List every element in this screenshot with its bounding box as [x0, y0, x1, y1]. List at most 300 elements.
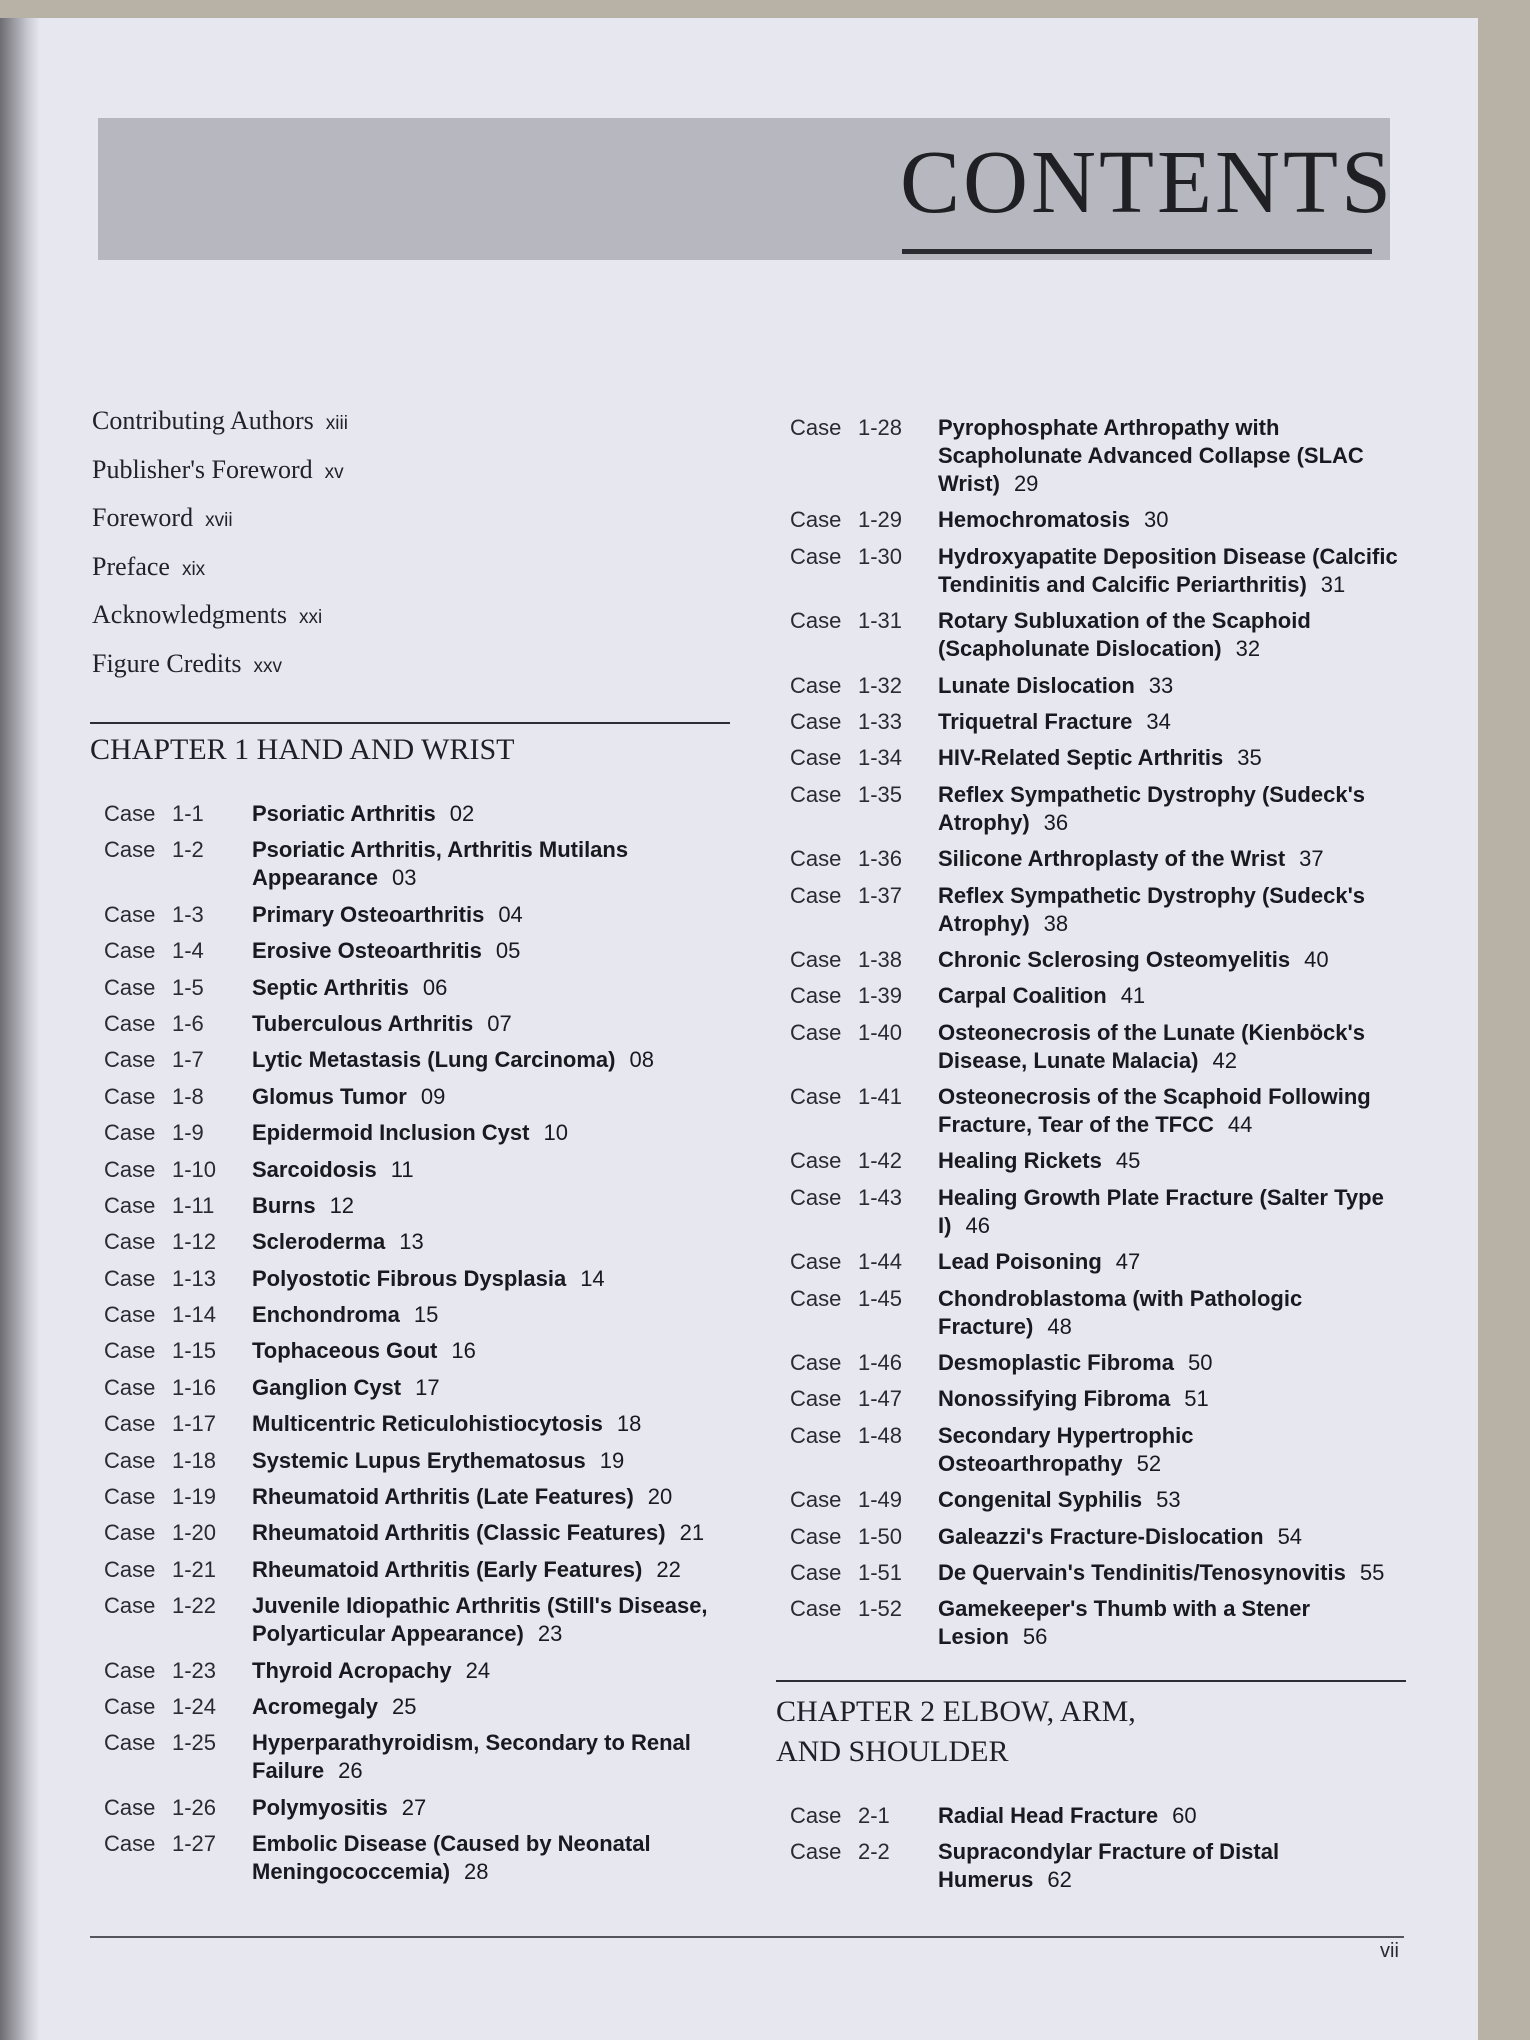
case-label: Case	[790, 1148, 842, 1174]
case-page: 29	[1013, 471, 1039, 496]
case-title-line	[938, 1184, 1410, 1240]
case-page: 52	[1136, 1450, 1162, 1476]
case-page: 55	[1359, 1559, 1385, 1585]
case-page: 26	[338, 1758, 363, 1784]
case-entry[interactable]	[104, 1483, 734, 1511]
case-title: Psoriatic Arthritis	[252, 801, 436, 826]
case-entry[interactable]	[790, 1559, 1410, 1587]
front-matter-title: Figure Credits	[92, 648, 242, 678]
case-label: Case	[790, 1386, 842, 1412]
case-entry[interactable]	[790, 845, 1410, 873]
case-page: 13	[399, 1229, 424, 1255]
case-label: Case	[104, 1484, 156, 1510]
case-label: Case	[104, 1010, 156, 1036]
case-title: Osteonecrosis of the Scaphoid Following Fracture, Tear of the TFCC	[938, 1084, 1371, 1138]
case-label: Case	[790, 983, 842, 1009]
case-entry[interactable]	[790, 672, 1410, 700]
case-page: 12	[329, 1192, 355, 1218]
case-page: 24	[465, 1657, 491, 1683]
front-matter-page: xvii	[205, 510, 233, 531]
front-matter-list	[92, 404, 692, 695]
chapter1-rule	[90, 722, 730, 724]
case-page: 40	[1304, 946, 1329, 972]
case-title-line	[938, 1285, 1410, 1341]
case-page: 27	[401, 1794, 427, 1820]
case-number: 1-4	[172, 938, 204, 964]
case-title-line	[938, 1422, 1410, 1478]
case-page: 41	[1120, 983, 1146, 1009]
case-entry[interactable]	[790, 1147, 1410, 1175]
case-label: Case	[790, 882, 842, 908]
case-title-line	[252, 1729, 734, 1785]
case-title-line	[252, 800, 734, 828]
front-matter-page: xv	[324, 461, 344, 483]
case-entry[interactable]	[790, 1523, 1410, 1551]
case-title-line	[252, 1592, 734, 1648]
case-label: Case	[790, 415, 842, 440]
case-title-line	[252, 1519, 734, 1547]
case-number: 1-32	[858, 672, 903, 698]
case-number: 1-34	[858, 745, 903, 771]
case-page: 20	[647, 1484, 673, 1510]
case-title-line	[938, 882, 1410, 938]
case-number: 1-26	[172, 1794, 217, 1820]
case-entry[interactable]	[790, 1802, 1410, 1830]
case-title: Septic Arthritis	[252, 974, 409, 1000]
case-label: Case	[104, 837, 156, 863]
case-entry[interactable]	[790, 1248, 1410, 1276]
case-title: Embolic Disease (Caused by Neonatal Meningococcemia)	[252, 1831, 651, 1885]
front-matter-page: xxi	[298, 607, 323, 628]
case-page: 50	[1187, 1350, 1213, 1376]
case-entry[interactable]	[790, 1349, 1410, 1377]
case-title: Reflex Sympathetic Dystrophy (Sudeck's Atrophy)	[938, 882, 1366, 936]
case-label: Case	[790, 781, 842, 807]
case-title-line	[938, 543, 1410, 599]
case-page: 21	[679, 1520, 705, 1546]
case-entry[interactable]	[104, 1447, 734, 1475]
front-matter-item[interactable]	[92, 550, 692, 599]
case-title: Chronic Sclerosing Osteomyelitis	[938, 946, 1291, 972]
case-title: Thyroid Acropachy	[252, 1657, 452, 1683]
case-page: 17	[415, 1374, 440, 1400]
case-label: Case	[790, 1803, 842, 1828]
case-number: 2-2	[858, 1839, 890, 1865]
case-entry[interactable]	[104, 1693, 734, 1721]
front-matter-title: Preface	[92, 551, 170, 581]
case-number: 1-9	[172, 1120, 204, 1146]
case-label: Case	[104, 1047, 156, 1073]
case-page: 30	[1143, 507, 1169, 533]
case-label: Case	[104, 1831, 156, 1857]
case-title: Supracondylar Fracture of Distal Humerus	[938, 1839, 1280, 1893]
case-entry[interactable]	[790, 1486, 1410, 1514]
front-matter-title: Publisher's Foreword	[92, 454, 313, 484]
case-title: Juvenile Idiopathic Arthritis (Still's Disease, Polyarticular Appearance)	[252, 1593, 708, 1647]
case-entry[interactable]	[104, 1592, 734, 1648]
front-matter-item[interactable]	[92, 453, 692, 502]
case-number: 1-15	[172, 1338, 217, 1364]
case-entry[interactable]	[790, 1285, 1410, 1341]
case-title: Desmoplastic Fibroma	[938, 1350, 1174, 1376]
case-entry[interactable]	[104, 1729, 734, 1785]
case-number: 1-29	[858, 507, 903, 533]
case-entry[interactable]	[104, 937, 734, 965]
case-page: 18	[616, 1411, 642, 1437]
case-title-line	[938, 414, 1410, 498]
case-title: Rheumatoid Arthritis (Early Features)	[252, 1556, 643, 1582]
case-number: 1-3	[172, 901, 204, 927]
case-page: 22	[656, 1556, 681, 1582]
case-title-line	[938, 672, 1410, 700]
case-title-line	[252, 1556, 734, 1584]
case-page: 34	[1146, 708, 1171, 734]
case-page: 60	[1172, 1803, 1197, 1828]
case-number: 1-44	[858, 1249, 903, 1275]
case-label: Case	[790, 608, 842, 634]
case-label: Case	[104, 1374, 156, 1400]
case-number: 1-48	[858, 1422, 903, 1448]
case-title: Galeazzi's Fracture-Dislocation	[938, 1523, 1264, 1549]
case-entry[interactable]	[790, 744, 1410, 772]
binding-gutter	[0, 18, 40, 2040]
case-title-line	[252, 1083, 734, 1111]
case-number: 1-47	[858, 1386, 903, 1412]
case-page: 04	[498, 901, 523, 927]
case-title: Glomus Tumor	[252, 1083, 407, 1109]
case-title: Polymyositis	[252, 1794, 388, 1820]
case-title-line	[252, 836, 734, 892]
case-page: 15	[413, 1302, 439, 1328]
case-page: 38	[1043, 910, 1069, 936]
case-title-line	[938, 946, 1410, 974]
case-label: Case	[790, 1285, 842, 1311]
case-label: Case	[790, 1523, 842, 1549]
case-number: 1-31	[858, 608, 903, 634]
case-page: 51	[1184, 1386, 1209, 1412]
case-label: Case	[790, 1487, 842, 1513]
case-label: Case	[104, 1083, 156, 1109]
case-page: 37	[1299, 846, 1324, 872]
case-page: 19	[599, 1447, 625, 1473]
case-number: 1-7	[172, 1047, 204, 1073]
case-page: 45	[1115, 1148, 1141, 1174]
case-entry[interactable]	[104, 1794, 734, 1822]
case-label: Case	[790, 1019, 842, 1045]
case-label: Case	[790, 1422, 842, 1448]
case-entry[interactable]	[790, 607, 1410, 663]
case-title: Primary Osteoarthritis	[252, 901, 485, 927]
case-number: 1-18	[172, 1447, 217, 1473]
case-number: 1-28	[858, 415, 903, 440]
case-title: Scleroderma	[252, 1229, 386, 1255]
case-title: Epidermoid Inclusion Cyst	[252, 1120, 530, 1146]
case-entry[interactable]	[104, 1156, 734, 1184]
case-title-line	[938, 744, 1410, 772]
case-page: 23	[537, 1621, 563, 1647]
case-page: 31	[1320, 571, 1346, 597]
front-matter-title: Contributing Authors	[92, 406, 314, 435]
case-number: 1-13	[172, 1265, 217, 1291]
case-number: 1-11	[172, 1192, 215, 1218]
case-entry[interactable]	[790, 1385, 1410, 1413]
case-title-line	[938, 1147, 1410, 1175]
front-matter-item[interactable]	[92, 598, 692, 647]
case-page: 35	[1237, 745, 1262, 771]
case-page: 05	[495, 938, 521, 964]
case-label: Case	[790, 708, 842, 734]
case-entry[interactable]	[790, 982, 1410, 1010]
case-number: 1-42	[858, 1148, 903, 1174]
case-number: 1-39	[858, 983, 903, 1009]
case-entry[interactable]	[104, 1265, 734, 1293]
case-entry[interactable]	[104, 1228, 734, 1256]
case-title: Congenital Syphilis	[938, 1487, 1143, 1513]
case-title-line	[252, 1010, 734, 1038]
case-entry[interactable]	[790, 946, 1410, 974]
case-page: 32	[1235, 636, 1261, 662]
case-title-line	[252, 1794, 734, 1822]
case-entry[interactable]	[104, 1830, 734, 1886]
case-title-line	[938, 708, 1410, 736]
case-entry[interactable]	[790, 1838, 1410, 1894]
case-number: 1-24	[172, 1693, 217, 1719]
front-matter-page: xix	[181, 558, 206, 580]
case-title-line	[938, 982, 1410, 1010]
case-entry[interactable]	[104, 1301, 734, 1329]
case-title-line	[252, 1693, 734, 1721]
case-page: 08	[629, 1047, 654, 1073]
chapter1-left-case-list	[104, 800, 734, 1895]
case-entry[interactable]	[790, 506, 1410, 534]
case-label: Case	[104, 1794, 156, 1820]
case-page: 46	[965, 1212, 990, 1238]
case-label: Case	[790, 672, 842, 698]
chapter2-title: CHAPTER 2 ELBOW, ARM, AND SHOULDER	[776, 1695, 1136, 1768]
case-title: Hydroxyapatite Deposition Disease (Calcific Tendinitis and Calcific Periarthritis)	[938, 543, 1398, 597]
page-number: vii	[1380, 1940, 1399, 1962]
case-page: 48	[1047, 1313, 1072, 1339]
case-entry[interactable]	[104, 1119, 734, 1147]
case-title-line	[938, 506, 1410, 534]
case-title-line	[252, 1265, 734, 1293]
case-title: Radial Head Fracture	[938, 1803, 1159, 1828]
case-entry[interactable]	[104, 800, 734, 828]
case-page: 02	[449, 801, 475, 826]
case-label: Case	[790, 1559, 842, 1585]
case-title: Erosive Osteoarthritis	[252, 938, 482, 964]
case-title-line	[938, 607, 1410, 663]
case-page: 42	[1212, 1047, 1237, 1073]
case-title: Acromegaly	[252, 1693, 378, 1719]
case-label: Case	[790, 946, 842, 972]
case-title-line	[252, 901, 734, 929]
case-title-line	[938, 1083, 1410, 1139]
case-entry[interactable]	[790, 414, 1410, 498]
chapter1-title: CHAPTER 1 HAND AND WRIST	[90, 733, 515, 766]
case-entry[interactable]	[790, 1422, 1410, 1478]
case-entry[interactable]	[790, 543, 1410, 599]
case-title: Nonossifying Fibroma	[938, 1386, 1171, 1412]
case-entry[interactable]	[104, 1010, 734, 1038]
case-title-line	[252, 1830, 734, 1886]
case-number: 1-27	[172, 1831, 217, 1857]
case-title: Secondary Hypertrophic Osteoarthropathy	[938, 1422, 1194, 1476]
case-page: 16	[451, 1338, 476, 1364]
case-title: Lead Poisoning	[938, 1249, 1102, 1275]
case-title: Osteonecrosis of the Lunate (Kienböck's Disease, Lunate Malacia)	[938, 1019, 1365, 1073]
chapter1-right-case-list	[790, 414, 1410, 1660]
case-entry[interactable]	[790, 1184, 1410, 1240]
case-entry[interactable]	[104, 974, 734, 1002]
case-number: 1-43	[858, 1184, 903, 1210]
case-page: 28	[464, 1859, 489, 1885]
case-entry[interactable]	[104, 1337, 734, 1365]
case-title-line	[938, 1802, 1410, 1830]
case-number: 1-8	[172, 1083, 204, 1109]
case-title: Hemochromatosis	[938, 507, 1130, 533]
case-title: Lytic Metastasis (Lung Carcinoma)	[252, 1047, 616, 1073]
case-label: Case	[790, 1596, 842, 1622]
title-underline	[902, 249, 1372, 254]
case-page: 36	[1043, 809, 1069, 835]
case-entry[interactable]	[104, 1192, 734, 1220]
case-title: Psoriatic Arthritis, Arthritis Mutilans Appearance	[252, 837, 629, 891]
case-page: 54	[1277, 1523, 1303, 1549]
case-title-line	[938, 1838, 1410, 1894]
case-title-line	[252, 1119, 734, 1147]
case-entry[interactable]	[104, 1657, 734, 1685]
case-title: Multicentric Reticulohistiocytosis	[252, 1411, 603, 1437]
case-title-line	[938, 781, 1410, 837]
case-page: 07	[487, 1010, 512, 1036]
case-number: 1-1	[172, 801, 204, 826]
case-number: 1-17	[172, 1411, 217, 1437]
case-entry[interactable]	[104, 1519, 734, 1547]
case-number: 2-1	[858, 1803, 890, 1828]
footer-rule	[90, 1936, 1404, 1938]
case-number: 1-49	[858, 1487, 903, 1513]
case-title-line	[938, 1248, 1410, 1276]
case-title: Chondroblastoma (with Pathologic Fracture)	[938, 1285, 1303, 1339]
case-title: Pyrophosphate Arthropathy with Scapholunate Advanced Collapse (SLAC Wrist)	[938, 415, 1364, 496]
case-entry[interactable]	[104, 1410, 734, 1438]
case-page: 47	[1115, 1249, 1141, 1275]
case-title: Ganglion Cyst	[252, 1374, 402, 1400]
case-entry[interactable]	[790, 1083, 1410, 1139]
case-number: 1-6	[172, 1010, 204, 1036]
case-label: Case	[790, 507, 842, 533]
case-entry[interactable]	[790, 781, 1410, 837]
case-label: Case	[104, 1265, 156, 1291]
case-entry[interactable]	[104, 1374, 734, 1402]
case-label: Case	[104, 1156, 156, 1182]
case-title-line	[252, 974, 734, 1002]
case-number: 1-21	[172, 1556, 217, 1582]
case-number: 1-23	[172, 1657, 217, 1683]
case-label: Case	[790, 745, 842, 771]
case-label: Case	[104, 1730, 156, 1756]
case-number: 1-46	[858, 1350, 903, 1376]
case-number: 1-10	[172, 1156, 217, 1182]
case-page: 09	[420, 1083, 446, 1109]
case-title: Systemic Lupus Erythematosus	[252, 1447, 586, 1473]
case-title-line	[252, 1374, 734, 1402]
case-entry[interactable]	[790, 1595, 1410, 1651]
case-label: Case	[104, 1192, 156, 1218]
case-page: 62	[1047, 1867, 1072, 1893]
case-entry[interactable]	[104, 1046, 734, 1074]
case-label: Case	[790, 1350, 842, 1376]
case-title-line	[252, 1192, 734, 1220]
case-page: 03	[391, 865, 417, 891]
case-label: Case	[104, 1229, 156, 1255]
case-title: Gamekeeper's Thumb with a Stener Lesion	[938, 1596, 1311, 1650]
case-entry[interactable]	[790, 882, 1410, 938]
case-title-line	[938, 1595, 1410, 1651]
case-label: Case	[104, 1520, 156, 1546]
case-title: Triquetral Fracture	[938, 708, 1133, 734]
case-page: 56	[1022, 1624, 1048, 1650]
case-title-line	[938, 845, 1410, 873]
case-title: HIV-Related Septic Arthritis	[938, 745, 1224, 771]
case-page: 44	[1227, 1112, 1253, 1138]
case-entry[interactable]	[104, 1556, 734, 1584]
front-matter-page: xiii	[325, 413, 348, 434]
case-label: Case	[790, 1084, 842, 1110]
case-label: Case	[104, 938, 156, 964]
case-number: 1-14	[172, 1302, 217, 1328]
case-title: Sarcoidosis	[252, 1156, 377, 1182]
case-title-line	[252, 1447, 734, 1475]
case-title-line	[938, 1559, 1410, 1587]
case-entry[interactable]	[104, 1083, 734, 1111]
case-entry[interactable]	[790, 1019, 1410, 1075]
case-title-line	[252, 1046, 734, 1074]
case-title-line	[252, 1228, 734, 1256]
case-title: Lunate Dislocation	[938, 672, 1135, 698]
case-label: Case	[790, 1184, 842, 1210]
case-page: 11	[390, 1156, 414, 1182]
case-entry[interactable]	[104, 836, 734, 892]
front-matter-item[interactable]	[92, 404, 692, 453]
case-label: Case	[790, 1839, 842, 1865]
case-title-line	[938, 1385, 1410, 1413]
case-label: Case	[104, 974, 156, 1000]
case-title: Enchondroma	[252, 1302, 400, 1328]
case-entry[interactable]	[790, 708, 1410, 736]
case-label: Case	[104, 801, 156, 826]
case-entry[interactable]	[104, 901, 734, 929]
front-matter-title: Acknowledgments	[92, 600, 287, 629]
case-page: 14	[580, 1265, 605, 1291]
case-number: 1-40	[858, 1019, 903, 1045]
case-title: Tophaceous Gout	[252, 1338, 438, 1364]
case-title: Hyperparathyroidism, Secondary to Renal Failure	[252, 1730, 691, 1784]
front-matter-item[interactable]	[92, 501, 692, 550]
case-label: Case	[104, 1338, 156, 1364]
case-title-line	[938, 1523, 1410, 1551]
case-page: 33	[1148, 672, 1174, 698]
case-label: Case	[104, 1411, 156, 1437]
front-matter-item[interactable]	[92, 647, 692, 696]
case-label: Case	[104, 1657, 156, 1683]
chapter2-rule	[776, 1680, 1406, 1682]
case-title-line	[252, 1156, 734, 1184]
case-label: Case	[104, 1593, 156, 1619]
case-label: Case	[104, 1556, 156, 1582]
case-title: Rheumatoid Arthritis (Late Features)	[252, 1484, 634, 1510]
